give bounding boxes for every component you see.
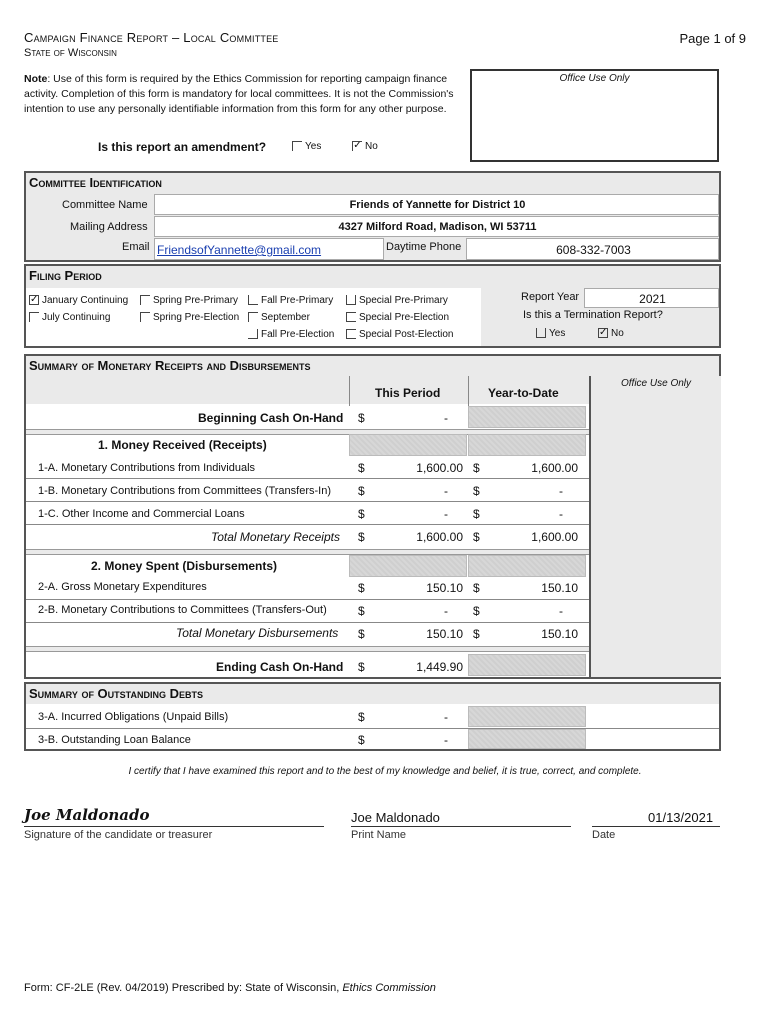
- email-value[interactable]: FriendsofYannette@gmail.com: [157, 243, 322, 257]
- special-post-election-label: Special Post-Election: [359, 329, 454, 340]
- total-receipts-period[interactable]: 1,600.00: [416, 530, 463, 544]
- amendment-yes[interactable]: [292, 141, 321, 152]
- fall-pre-election-checkbox[interactable]: [248, 329, 258, 339]
- row-2b-line: [26, 622, 589, 623]
- daytime-phone-field[interactable]: [466, 238, 719, 260]
- termination-yes-label: Yes: [549, 328, 566, 339]
- footer-text: Form: CF-2LE (Rev. 04/2019) Prescribed by: State of Wisconsin,: [24, 982, 343, 994]
- option-special-post-election[interactable]: [346, 329, 454, 340]
- row-2b-currency: $: [358, 604, 365, 618]
- row-2b-label: 2-B. Monetary Contributions to Committees (Transfers-Out): [38, 604, 327, 616]
- row-1a-ytd-currency: $: [473, 461, 480, 475]
- filing-period-section: [24, 264, 721, 348]
- filing-period-title: Filing Period: [29, 268, 102, 283]
- ending-ytd-shaded: [468, 654, 586, 676]
- note-text: : Use of this form is required by the Ethics Commission for reporting campaign finance activity. Completion of this form is mandatory for local committees. It is not the Commission's intention to use any personally identifiable information from this form for any other purpose.: [24, 73, 454, 115]
- row-1c-line: [26, 524, 589, 525]
- spring-pre-election-label: Spring Pre-Election: [153, 312, 240, 323]
- received-heading: 1. Money Received (Receipts): [98, 438, 267, 452]
- row-3b-period[interactable]: -: [444, 733, 448, 747]
- july-label: July Continuing: [42, 312, 111, 323]
- row-2a-label: 2-A. Gross Monetary Expenditures: [38, 581, 207, 593]
- col-divider-1: [349, 376, 350, 406]
- committee-name-label: Committee Name: [62, 199, 148, 211]
- row-1a-label: 1-A. Monetary Contributions from Individuals: [38, 462, 256, 474]
- footer-agency: Ethics Commission: [342, 982, 436, 994]
- special-pre-election-checkbox[interactable]: [346, 312, 356, 322]
- special-pre-primary-label: Special Pre-Primary: [359, 295, 448, 306]
- row-1c-ytd-currency: $: [473, 507, 480, 521]
- note-label: Note: [24, 73, 48, 85]
- received-ytd-shaded: [468, 434, 586, 456]
- total-disbursements-label: Total Monetary Disbursements: [176, 626, 339, 640]
- spring-pre-primary-label: Spring Pre-Primary: [153, 295, 239, 306]
- spring-pre-primary-checkbox[interactable]: [140, 295, 150, 305]
- date-value[interactable]: 01/13/2021: [648, 810, 714, 825]
- row-3b-shaded: [468, 729, 586, 749]
- row-1b-label: 1-B. Monetary Contributions from Committees (Transfers-In): [38, 485, 332, 497]
- office-use-label: Office Use Only: [559, 73, 630, 84]
- amendment-no-label: No: [365, 141, 378, 152]
- total-disbursements-ytd[interactable]: 150.10: [541, 627, 578, 641]
- january-checkbox[interactable]: ✓: [30, 294, 39, 306]
- option-january-continuing[interactable]: [29, 295, 128, 306]
- total-receipts-currency: $: [358, 530, 365, 544]
- row-2b-ytd[interactable]: -: [559, 604, 563, 618]
- summary-section: [24, 354, 721, 679]
- mailing-address-value: 4327 Milford Road, Madison, WI 53711: [338, 221, 537, 233]
- special-post-election-checkbox[interactable]: [346, 329, 356, 339]
- row-3a-period[interactable]: -: [444, 710, 448, 724]
- col-year-to-date: Year-to-Date: [488, 386, 559, 400]
- september-label: September: [261, 312, 310, 323]
- january-label: January Continuing: [42, 295, 129, 306]
- row-3a-shaded: [468, 706, 586, 727]
- option-special-pre-election[interactable]: [346, 312, 449, 323]
- option-july-continuing[interactable]: [29, 312, 110, 323]
- debts-section-title: Summary of Outstanding Debts: [29, 686, 203, 701]
- committee-section-title: Committee Identification: [29, 175, 162, 190]
- signature-line: [24, 826, 324, 827]
- committee-section: [24, 171, 721, 262]
- row-3a-currency: $: [358, 710, 365, 724]
- option-september[interactable]: [248, 312, 310, 323]
- report-year-field[interactable]: [584, 288, 719, 308]
- ending-cash-period[interactable]: 1,449.90: [416, 660, 463, 674]
- row-3a-line: [26, 728, 719, 729]
- amendment-no-checkbox[interactable]: ✓: [353, 140, 362, 152]
- row-1a-currency: $: [358, 461, 365, 475]
- col-this-period: This Period: [375, 386, 441, 400]
- row-1b-currency: $: [358, 484, 365, 498]
- signature: Joe Maldonado: [24, 806, 150, 824]
- termination-yes[interactable]: [536, 328, 565, 339]
- option-fall-pre-election[interactable]: [248, 329, 334, 340]
- spent-heading: 2. Money Spent (Disbursements): [91, 559, 278, 573]
- row-2a-ytd[interactable]: 150.10: [541, 581, 578, 595]
- termination-no-label: No: [611, 328, 624, 339]
- termination-no-checkbox[interactable]: ✓: [599, 327, 608, 339]
- row-2b-ytd-currency: $: [473, 604, 480, 618]
- option-fall-pre-primary[interactable]: [248, 295, 333, 306]
- beginning-period-value[interactable]: -: [444, 411, 448, 425]
- row-1c-currency: $: [358, 507, 365, 521]
- office-use-box: [470, 69, 719, 162]
- email-label: Email: [122, 241, 150, 253]
- row-3b-label: 3-B. Outstanding Loan Balance: [38, 734, 191, 746]
- july-checkbox[interactable]: [29, 312, 39, 322]
- termination-question: Is this a Termination Report?: [523, 309, 663, 321]
- beginning-currency: $: [358, 411, 365, 425]
- summary-section-title: Summary of Monetary Receipts and Disbursements: [29, 358, 311, 373]
- total-receipts-label: Total Monetary Receipts: [211, 530, 340, 544]
- termination-no[interactable]: [598, 328, 624, 339]
- debts-section: [24, 682, 721, 751]
- spent-ytd-shaded: [468, 555, 586, 577]
- mailing-address-field[interactable]: [154, 216, 719, 237]
- date-caption: Date: [592, 829, 616, 841]
- form-title: Campaign Finance Report – Local Committee: [24, 30, 279, 45]
- row-1c-label: 1-C. Other Income and Commercial Loans: [38, 508, 245, 520]
- separator-3: [26, 646, 589, 652]
- row-1a-line: [26, 478, 589, 479]
- row-2a-period[interactable]: 150.10: [426, 581, 463, 595]
- option-spring-pre-primary[interactable]: [140, 295, 238, 306]
- spring-pre-election-checkbox[interactable]: [140, 312, 150, 322]
- row-2b-period[interactable]: -: [444, 604, 448, 618]
- row-3b-currency: $: [358, 733, 365, 747]
- received-period-shaded: [349, 434, 467, 456]
- print-name-line: [351, 826, 571, 827]
- special-pre-election-label: Special Pre-Election: [359, 312, 450, 323]
- report-year-label: Report Year: [521, 291, 580, 303]
- termination-yes-checkbox[interactable]: [536, 328, 546, 338]
- print-name-value[interactable]: Joe Maldonado: [351, 810, 440, 825]
- committee-name-field[interactable]: [154, 194, 719, 215]
- certification-statement: I certify that I have examined this report and to the best of my knowledge and belief, it is true, correct, and complete.: [128, 766, 642, 777]
- ending-cash-label: Ending Cash On-Hand: [216, 660, 344, 674]
- row-1a-ytd[interactable]: 1,600.00: [531, 461, 578, 475]
- ending-currency: $: [358, 660, 365, 674]
- amendment-yes-checkbox[interactable]: [292, 141, 302, 151]
- row-2a-ytd-currency: $: [473, 581, 480, 595]
- mailing-address-label: Mailing Address: [70, 221, 148, 233]
- special-pre-primary-checkbox[interactable]: [346, 295, 356, 305]
- daytime-phone-value: 608-332-7003: [556, 243, 631, 257]
- page-number: Page 1 of 9: [679, 31, 746, 46]
- row-1b-period[interactable]: -: [444, 484, 448, 498]
- row-1b-ytd[interactable]: -: [559, 484, 563, 498]
- total-disb-currency: $: [358, 627, 365, 641]
- summary-office-use-column: [589, 376, 721, 677]
- option-special-pre-primary[interactable]: [346, 295, 448, 306]
- total-disbursements-period[interactable]: 150.10: [426, 627, 463, 641]
- september-checkbox[interactable]: [248, 312, 258, 322]
- form-subtitle: State of Wisconsin: [24, 47, 117, 59]
- row-1b-line: [26, 501, 589, 502]
- col-divider-2: [468, 376, 469, 406]
- total-receipts-ytd[interactable]: 1,600.00: [531, 530, 578, 544]
- date-line: [592, 826, 720, 827]
- email-field[interactable]: [154, 238, 384, 260]
- row-1b-ytd-currency: $: [473, 484, 480, 498]
- report-year-value: 2021: [639, 292, 666, 306]
- row-3a-label: 3-A. Incurred Obligations (Unpaid Bills): [38, 711, 229, 723]
- total-receipts-ytd-currency: $: [473, 530, 480, 544]
- beginning-ytd-shaded: [468, 406, 586, 428]
- print-name-caption: Print Name: [351, 829, 407, 841]
- row-2a-line: [26, 599, 589, 600]
- beginning-cash-label: Beginning Cash On-Hand: [198, 411, 344, 425]
- amendment-yes-label: Yes: [305, 141, 322, 152]
- option-spring-pre-election[interactable]: [140, 312, 239, 323]
- daytime-phone-label: Daytime Phone: [386, 241, 462, 253]
- amendment-question: Is this report an amendment?: [98, 140, 267, 154]
- filing-options-area: [26, 288, 481, 346]
- signature-caption: Signature of the candidate or treasurer: [24, 829, 213, 841]
- fall-pre-primary-label: Fall Pre-Primary: [261, 295, 334, 306]
- note-paragraph: [24, 72, 464, 117]
- total-disb-ytd-currency: $: [473, 627, 480, 641]
- fall-pre-primary-checkbox[interactable]: [248, 295, 258, 305]
- row-1c-period[interactable]: -: [444, 507, 448, 521]
- amendment-no[interactable]: [352, 141, 378, 152]
- summary-office-use-label: Office Use Only: [620, 378, 692, 389]
- fall-pre-election-label: Fall Pre-Election: [261, 329, 335, 340]
- form-footer: [24, 982, 436, 994]
- spent-period-shaded: [349, 555, 467, 577]
- committee-name-value: Friends of Yannette for District 10: [349, 199, 526, 211]
- row-2a-currency: $: [358, 581, 365, 595]
- row-1c-ytd[interactable]: -: [559, 507, 563, 521]
- row-1a-period[interactable]: 1,600.00: [416, 461, 463, 475]
